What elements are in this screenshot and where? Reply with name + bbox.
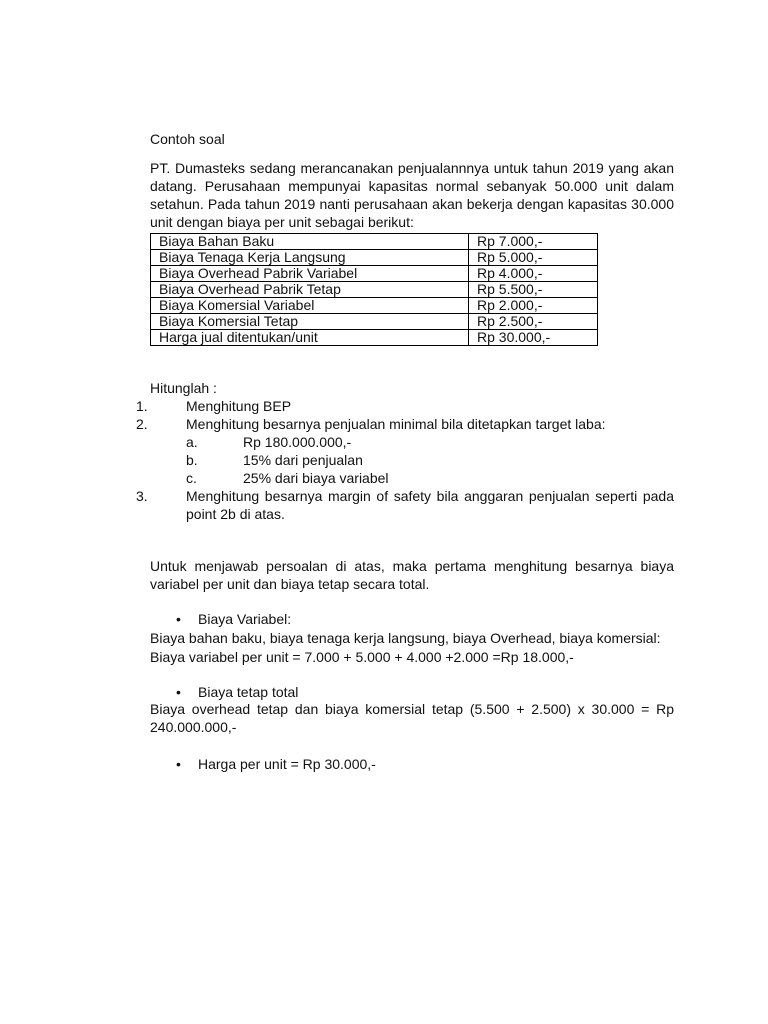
cost-value: Rp 7.000,- xyxy=(469,234,598,250)
section-heading: Biaya tetap total xyxy=(198,684,299,700)
cost-item: Harga jual ditentukan/unit xyxy=(151,330,469,346)
section-heading: Harga per unit = Rp 30.000,- xyxy=(198,756,376,772)
table-row xyxy=(151,330,598,346)
question-text: Menghitung besarnya penjualan minimal bila ditetapkan target laba: xyxy=(186,416,606,432)
answer-intro: Untuk menjawab persoalan di atas, maka pertama menghitung besarnya biaya variabel per unit dan biaya tetap secara total. xyxy=(150,558,674,592)
problem-intro: PT. Dumasteks sedang merancanakan penjualannnya untuk tahun 2019 yang akan datang. Perusahaan mempunyai kapasitas normal sebanyak 50.000 unit dalam setahun. Pada tahun 2019 nanti perusahaan akan bekerja dengan kapasitas 30.000 unit dengan biaya per unit sebagai berikut: xyxy=(150,160,674,230)
bullet-icon: • xyxy=(176,756,181,772)
table-row xyxy=(151,266,598,282)
subitem-letter: b. xyxy=(186,452,198,468)
bullet-icon: • xyxy=(176,684,181,700)
subitem-letter: a. xyxy=(186,434,198,450)
cost-table xyxy=(150,233,598,346)
question-number: 2. xyxy=(136,416,148,432)
section-text: Biaya variabel per unit = 7.000 + 5.000 + 4.000 +2.000 =Rp 18.000,- xyxy=(150,649,574,665)
section-text: Biaya bahan baku, biaya tenaga kerja langsung, biaya Overhead, biaya komersial: xyxy=(150,630,661,646)
table-row xyxy=(151,282,598,298)
cost-value: Rp 2.000,- xyxy=(469,298,598,314)
table-row xyxy=(151,234,598,250)
section-heading: Biaya Variabel: xyxy=(198,611,292,627)
table-row xyxy=(151,250,598,266)
document-title: Contoh soal xyxy=(150,131,225,147)
cost-value: Rp 2.500,- xyxy=(469,314,598,330)
question-text: Menghitung BEP xyxy=(186,398,292,414)
cost-value: Rp 5.500,- xyxy=(469,282,598,298)
cost-item: Biaya Komersial Variabel xyxy=(151,298,469,314)
cost-item: Biaya Overhead Pabrik Variabel xyxy=(151,266,469,282)
cost-value: Rp 5.000,- xyxy=(469,250,598,266)
subitem-text: Rp 180.000.000,- xyxy=(243,434,352,450)
table-row xyxy=(151,298,598,314)
subitem-text: 25% dari biaya variabel xyxy=(243,470,389,486)
subitem-letter: c. xyxy=(186,470,197,486)
section-text: Biaya overhead tetap dan biaya komersial tetap (5.500 + 2.500) x 30.000 = Rp 240.000.000,- xyxy=(150,701,674,735)
table-row xyxy=(151,314,598,330)
question-text: Menghitung besarnya margin of safety bila anggaran penjualan seperti pada point 2b di atas. xyxy=(186,488,674,522)
cost-value: Rp 30.000,- xyxy=(469,330,598,346)
cost-item: Biaya Tenaga Kerja Langsung xyxy=(151,250,469,266)
cost-item: Biaya Overhead Pabrik Tetap xyxy=(151,282,469,298)
cost-item: Biaya Komersial Tetap xyxy=(151,314,469,330)
questions-heading: Hitunglah : xyxy=(150,380,217,396)
cost-value: Rp 4.000,- xyxy=(469,266,598,282)
bullet-icon: • xyxy=(176,611,181,627)
question-number: 3. xyxy=(136,488,148,504)
subitem-text: 15% dari penjualan xyxy=(243,452,363,468)
question-number: 1. xyxy=(136,398,148,414)
cost-item: Biaya Bahan Baku xyxy=(151,234,469,250)
